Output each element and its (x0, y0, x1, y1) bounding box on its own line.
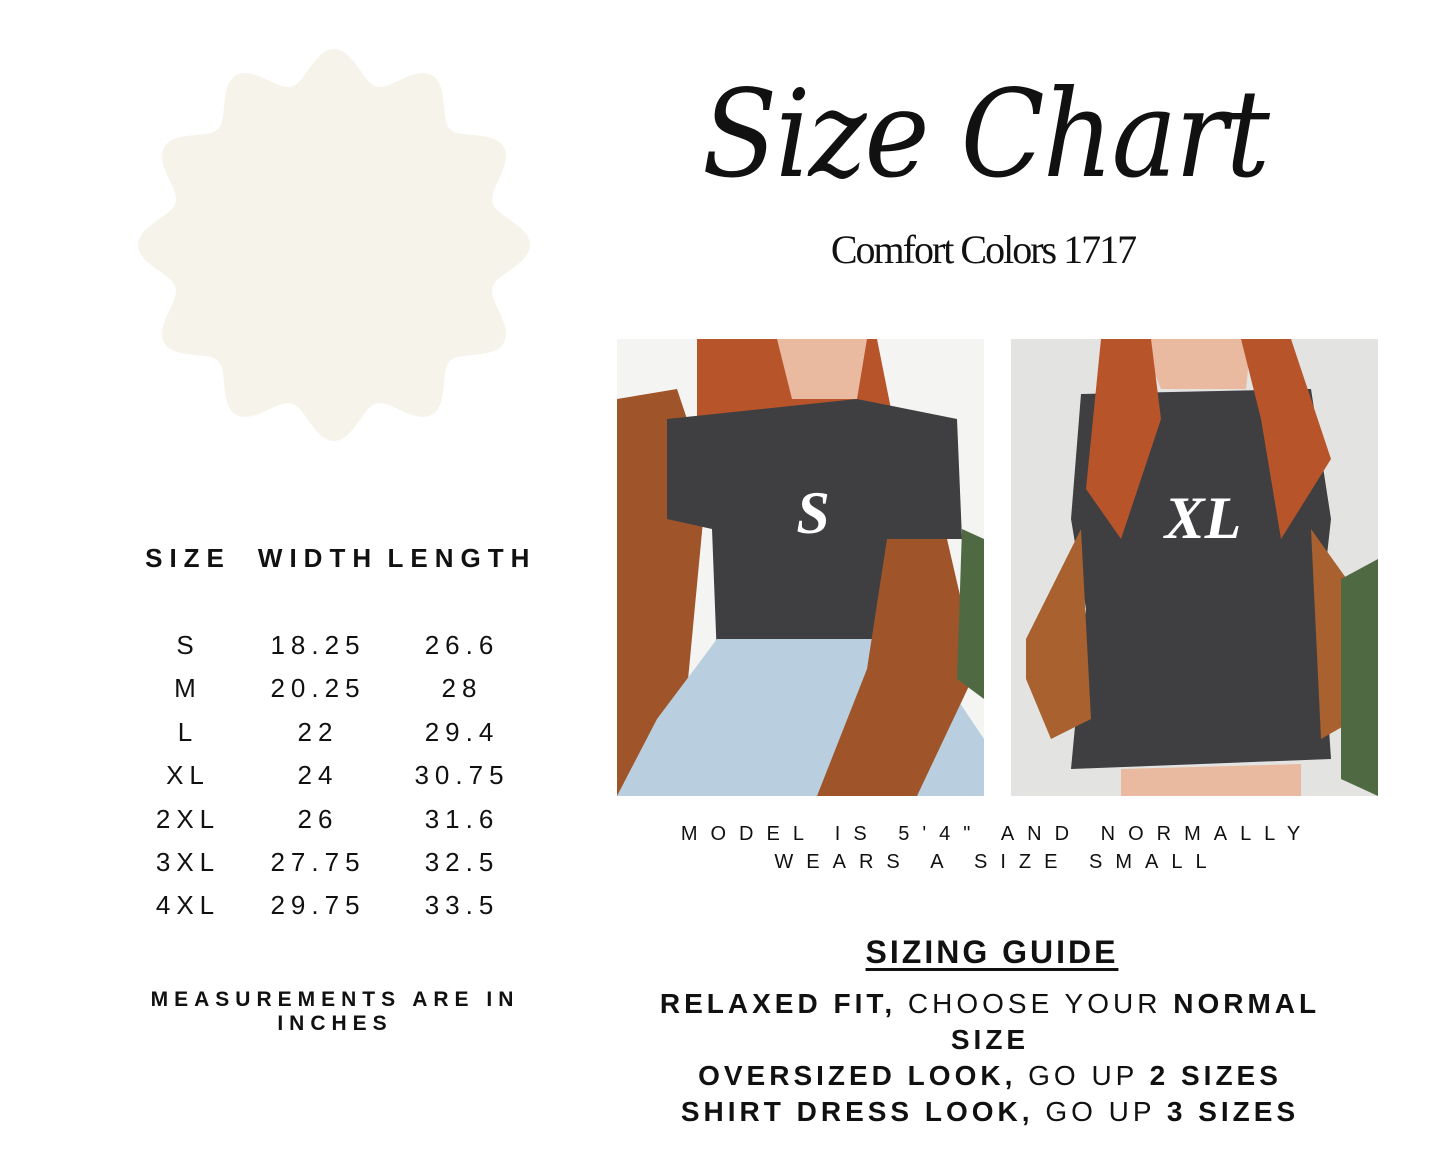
cell-length: 28 (441, 673, 483, 704)
cell-length: 33.5 (424, 890, 500, 921)
cell-size: L (177, 716, 199, 747)
cell-length: 29.4 (424, 716, 500, 747)
guide-line: SHIRT DRESS LOOK, GO UP 3 SIZES (680, 1096, 1300, 1127)
sizing-guide-title: SIZING GUIDE (865, 934, 1119, 970)
cell-width: 20.25 (270, 673, 366, 704)
page-subtitle: Comfort Colors 1717 (830, 227, 1136, 272)
cell-width: 22 (297, 716, 339, 747)
size-label-xl: XL (1164, 485, 1242, 551)
cell-width: 29.75 (270, 890, 366, 921)
header-size: SIZE (145, 543, 231, 573)
sizing-guide (640, 986, 1340, 1130)
header-width: WIDTH (257, 543, 379, 573)
caption-line-2: WEARS A SIZE SMALL (774, 851, 1220, 873)
cell-size: XL (166, 760, 210, 791)
measurement-note: MEASUREMENTS ARE IN INCHES (150, 988, 520, 1035)
cell-width: 24 (297, 760, 339, 791)
model-caption (617, 820, 1377, 876)
guide-line: RELAXED FIT, CHOOSE YOUR NORMAL SIZE (659, 988, 1321, 1055)
cell-length: 31.6 (424, 803, 500, 834)
page-title: Size Chart (702, 63, 1268, 205)
header-length: LENGTH (387, 543, 537, 573)
cell-size: M (174, 673, 202, 704)
scalloped-badge (0, 0, 700, 480)
cell-length: 32.5 (424, 847, 500, 877)
cell-width: 18.25 (270, 630, 366, 660)
cell-size: 4XL (155, 890, 221, 921)
cell-width: 27.75 (270, 847, 366, 877)
model-photo-xl (1011, 339, 1378, 796)
caption-line-1: MODEL IS 5'4" AND NORMALLY (680, 823, 1314, 845)
model-photo-small (617, 339, 984, 796)
cell-size: 2XL (155, 803, 221, 834)
cell-size: 3XL (155, 847, 221, 877)
cell-size: S (176, 630, 200, 660)
guide-line: OVERSIZED LOOK, GO UP 2 SIZES (698, 1060, 1282, 1091)
cell-width: 26 (297, 803, 339, 834)
size-label-s: S (796, 480, 830, 546)
cell-length: 30.75 (414, 760, 510, 791)
cell-length: 26.6 (424, 630, 500, 660)
